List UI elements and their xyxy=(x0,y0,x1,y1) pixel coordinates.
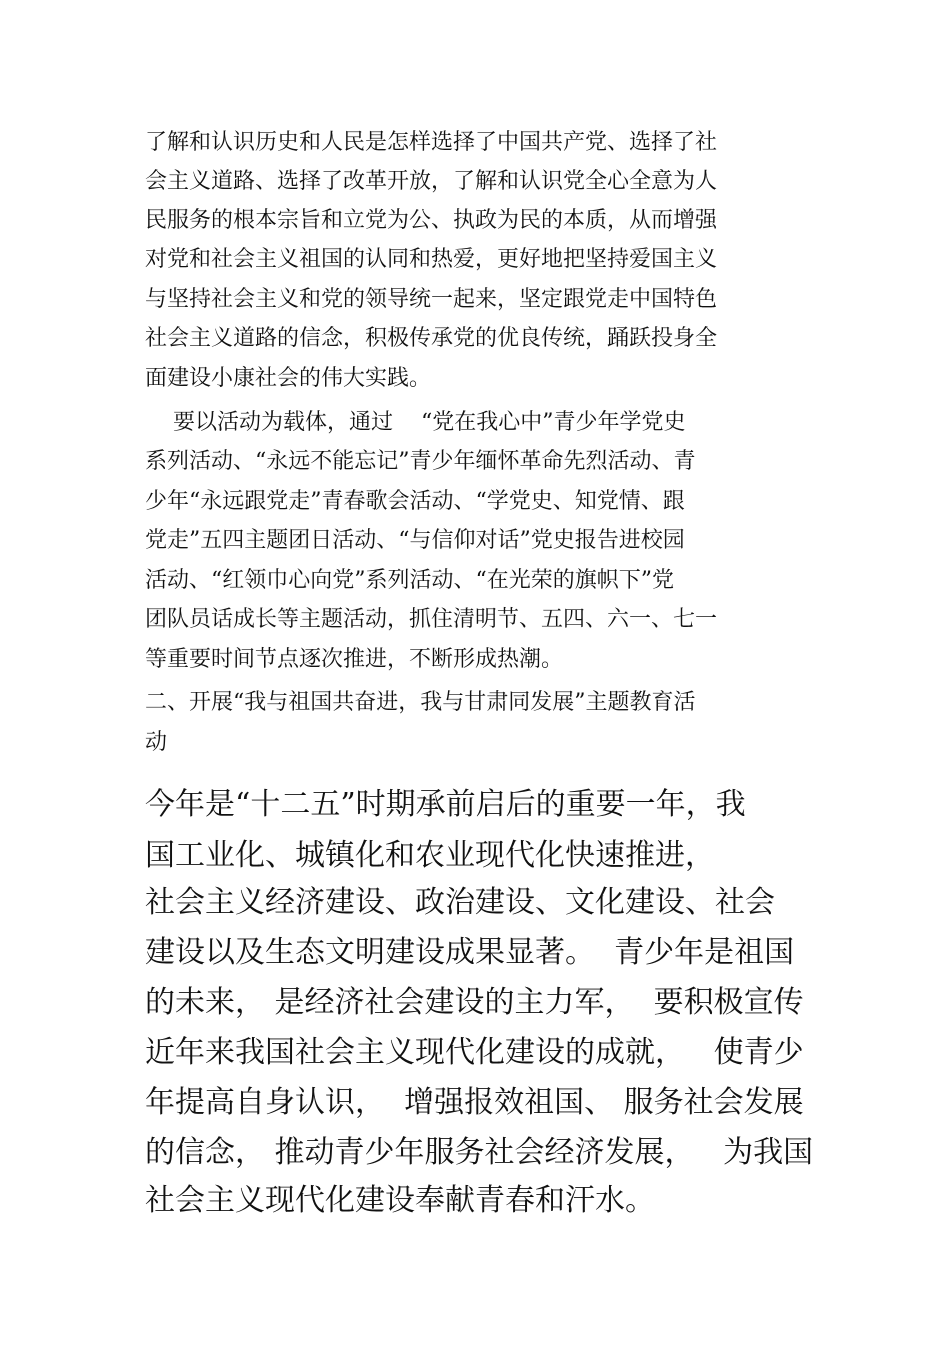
paragraph-line: 等重要时间节点逐次推进，不断形成热潮。 xyxy=(145,647,564,672)
paragraph-line: 少年“永远跟党走”青春歌会活动、“学党史、知党情、跟 xyxy=(145,489,685,514)
paragraph-line: 党走”五四主题团日活动、“与信仰对话”党史报告进校园 xyxy=(145,528,685,553)
paragraph-line: 的未来， 是经济社会建设的主力军， 要积极宣传 xyxy=(145,985,804,1020)
paragraph-line: 的信念， 推动青少年服务社会经济发展， 为我国 xyxy=(145,1135,814,1170)
paragraph-line: 民服务的根本宗旨和立党为公、执政为民的本质，从而增强 xyxy=(145,208,718,233)
paragraph-line: 与坚持社会主义和党的领导统一起来，坚定跟党走中国特色 xyxy=(145,287,718,312)
paragraph-line: 社会主义道路的信念，积极传承党的优良传统，踊跃投身全 xyxy=(145,326,718,351)
paragraph-line: 要以活动为载体，通过 “党在我心中”青少年学党史 xyxy=(145,410,686,435)
paragraph-line: 面建设小康社会的伟大实践。 xyxy=(145,366,432,391)
paragraph-line: 系列活动、“永远不能忘记”青少年缅怀革命先烈活动、青 xyxy=(145,449,696,474)
heading-line: 动 xyxy=(145,730,168,755)
paragraph-line: 了解和认识历史和人民是怎样选择了中国共产党、选择了社 xyxy=(145,130,718,155)
paragraph-line: 今年是“十二五”时期承前启后的重要一年，我 xyxy=(145,787,746,822)
paragraph-line: 社会主义现代化建设奉献青春和汗水。 xyxy=(145,1183,655,1218)
paragraph-line: 对党和社会主义祖国的认同和热爱，更好地把坚持爱国主义 xyxy=(145,247,718,272)
paragraph-line: 会主义道路、选择了改革开放，了解和认识党全心全意为人 xyxy=(145,169,718,194)
paragraph-line: 社会主义经济建设、政治建设、文化建设、社会 xyxy=(145,885,775,920)
paragraph-line: 活动、“红领巾心向党”系列活动、“在光荣的旗帜下”党 xyxy=(145,568,674,593)
heading-line: 二、开展“我与祖国共奋进，我与甘肃同发展”主题教育活 xyxy=(145,690,696,715)
paragraph-line: 近年来我国社会主义现代化建设的成就， 使青少 xyxy=(145,1035,804,1070)
paragraph-line: 建设以及生态文明建设成果显著。 青少年是祖国 xyxy=(145,935,795,970)
paragraph-line: 团队员话成长等主题活动，抓住清明节、五四、六一、七一 xyxy=(145,607,718,632)
paragraph-line: 国工业化、城镇化和农业现代化快速推进， xyxy=(145,838,715,873)
paragraph-line: 年提高自身认识， 增强报效祖国、 服务社会发展 xyxy=(145,1085,804,1120)
